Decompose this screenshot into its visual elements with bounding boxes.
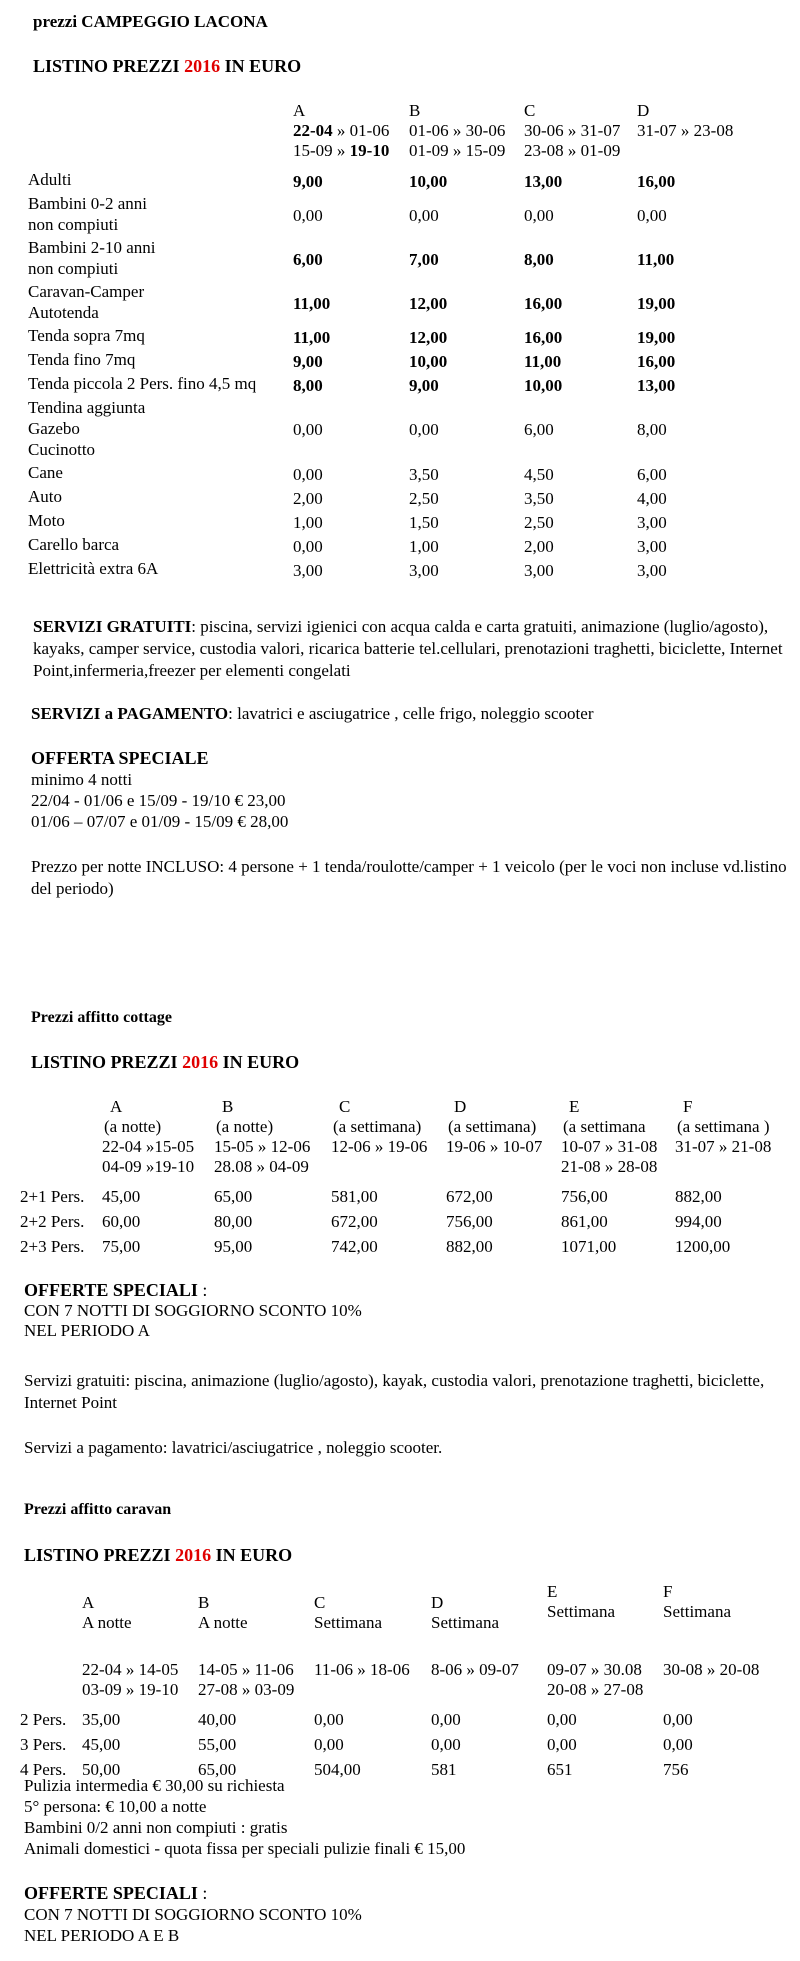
cottage-col-header bbox=[446, 1097, 536, 1137]
camping-row bbox=[28, 558, 768, 582]
cottage-col-dates bbox=[102, 1137, 194, 1177]
col-letter: F bbox=[683, 1097, 693, 1116]
col-sub: (a settimana) bbox=[333, 1117, 422, 1136]
price-cell: 13,00 bbox=[524, 171, 563, 191]
date-text: 15-09 » bbox=[293, 141, 350, 161]
price-cell: 11,00 bbox=[293, 293, 331, 313]
col-letter: F bbox=[663, 1582, 673, 1601]
price-cell: 672,00 bbox=[446, 1187, 493, 1206]
col-letter: A bbox=[82, 1593, 95, 1612]
price-cell: 994,00 bbox=[675, 1212, 722, 1231]
price-cell: 2,00 bbox=[524, 536, 554, 556]
caravan-col-header bbox=[547, 1582, 615, 1622]
cottage-col-dates bbox=[675, 1137, 771, 1177]
price-cell: 11,00 bbox=[637, 249, 675, 269]
row-label: 4 Pers. bbox=[20, 1760, 67, 1779]
price-cell: 3,50 bbox=[409, 464, 439, 484]
offerte-title: OFFERTE SPECIALI bbox=[24, 1280, 198, 1300]
price-cell: 0,00 bbox=[637, 205, 667, 225]
price-cell: 12,00 bbox=[409, 293, 448, 313]
listino-year: 2016 bbox=[175, 1545, 212, 1565]
caravan-offerte bbox=[24, 1883, 362, 1946]
offerte-line: CON 7 NOTTI DI SOGGIORNO SCONTO 10% bbox=[24, 1301, 362, 1321]
camping-row bbox=[28, 397, 768, 462]
price-cell: 0,00 bbox=[293, 464, 323, 484]
price-cell: 16,00 bbox=[524, 327, 563, 347]
row-label: Tenda sopra 7mq bbox=[28, 326, 145, 345]
offerta-line: 01/06 – 07/07 e 01/09 - 15/09 € 28,00 bbox=[31, 812, 289, 831]
price-cell: 65,00 bbox=[214, 1187, 253, 1206]
price-cell: 0,00 bbox=[409, 205, 439, 225]
col-date: 11-06 » 18-06 bbox=[314, 1660, 410, 1679]
price-cell: 9,00 bbox=[293, 171, 323, 191]
caravan-note: Pulizia intermedia € 30,00 su richiesta bbox=[24, 1776, 285, 1795]
price-cell: 95,00 bbox=[214, 1237, 253, 1256]
cottage-offerte bbox=[24, 1280, 362, 1341]
col-letter: C bbox=[339, 1097, 351, 1116]
price-cell: 2,50 bbox=[409, 488, 439, 508]
col-date: 28.08 » 04-09 bbox=[214, 1157, 309, 1176]
date-bold: 19-10 bbox=[349, 141, 390, 161]
caravan-note: Animali domestici - quota fissa per speciali pulizie finali € 15,00 bbox=[24, 1839, 466, 1858]
col-date: 23-08 » 01-09 bbox=[524, 141, 621, 161]
col-date: 22-04 »15-05 bbox=[102, 1137, 195, 1156]
row-label: 2+3 Pers. bbox=[20, 1237, 85, 1256]
price-cell: 3,00 bbox=[637, 512, 667, 532]
col-sub: (a settimana) bbox=[448, 1117, 537, 1136]
price-cell: 40,00 bbox=[198, 1710, 237, 1729]
cottage-col-header bbox=[102, 1097, 161, 1137]
price-cell: 9,00 bbox=[293, 351, 323, 371]
price-cell: 6,00 bbox=[524, 420, 554, 439]
col-date: 01-06 » 30-06 bbox=[409, 121, 506, 141]
col-letter: E bbox=[569, 1097, 580, 1116]
offerta-line: minimo 4 notti bbox=[31, 770, 133, 789]
price-cell: 3,50 bbox=[524, 488, 554, 508]
price-cell: 6,00 bbox=[293, 249, 323, 269]
col-sub: (a notte) bbox=[104, 1117, 162, 1136]
price-cell: 8,00 bbox=[637, 420, 667, 439]
col-letter: D bbox=[637, 101, 650, 120]
row-label: 2+2 Pers. bbox=[20, 1212, 85, 1231]
camping-row bbox=[28, 486, 768, 510]
col-date bbox=[675, 1157, 771, 1177]
price-cell: 1,00 bbox=[293, 512, 323, 532]
price-cell: 6,00 bbox=[637, 464, 667, 484]
listino-text: LISTINO PREZZI bbox=[31, 1052, 183, 1072]
camping-servizi-pagamento bbox=[31, 704, 593, 724]
row-label: Bambini 2-10 anni non compiuti bbox=[28, 238, 156, 278]
camping-servizi-gratuiti bbox=[33, 616, 783, 682]
price-cell: 45,00 bbox=[82, 1735, 121, 1754]
price-cell: 16,00 bbox=[637, 351, 676, 371]
col-sub: (a settimana bbox=[563, 1117, 646, 1136]
col-date: 04-09 »19-10 bbox=[102, 1157, 195, 1176]
price-cell: 3,00 bbox=[637, 536, 667, 556]
cottage-col-header bbox=[675, 1097, 770, 1137]
price-cell: 0,00 bbox=[547, 1710, 577, 1729]
col-date: 27-08 » 03-09 bbox=[198, 1680, 295, 1699]
price-cell: 80,00 bbox=[214, 1212, 253, 1231]
caravan-col-header bbox=[663, 1582, 731, 1622]
price-cell: 19,00 bbox=[637, 327, 676, 347]
price-cell: 581,00 bbox=[331, 1187, 378, 1206]
cottage-col-header bbox=[331, 1097, 421, 1137]
offerte-line: NEL PERIODO A bbox=[24, 1321, 150, 1341]
row-label: Bambini 0-2 anni non compiuti bbox=[28, 194, 147, 234]
price-cell: 75,00 bbox=[102, 1237, 141, 1256]
servizi-pagamento-text: : lavatrici e asciugatrice , celle frigo, noleggio scooter bbox=[228, 704, 594, 723]
camping-offerta-speciale bbox=[31, 748, 288, 832]
row-label: Adulti bbox=[28, 170, 72, 189]
price-cell: 504,00 bbox=[314, 1760, 361, 1779]
price-cell: 2,50 bbox=[524, 512, 554, 532]
cottage-col-dates bbox=[446, 1137, 542, 1177]
price-cell: 756 bbox=[663, 1760, 689, 1779]
price-cell: 1,00 bbox=[409, 536, 439, 556]
col-sub: (a notte) bbox=[216, 1117, 274, 1136]
camping-row bbox=[28, 462, 768, 486]
price-cell: 8,00 bbox=[524, 249, 554, 269]
offerte-colon: : bbox=[197, 1883, 208, 1903]
row-label: Cane bbox=[28, 463, 63, 482]
price-cell: 0,00 bbox=[431, 1735, 461, 1754]
col-date: 09-07 » 30.08 bbox=[547, 1660, 642, 1679]
offerta-title: OFFERTA SPECIALE bbox=[31, 748, 209, 768]
col-date: 30-08 » 20-08 bbox=[663, 1660, 760, 1679]
date-text: » 01-06 bbox=[332, 121, 390, 141]
col-letter: C bbox=[314, 1593, 326, 1612]
row-label: Caravan-Camper Autotenda bbox=[28, 282, 145, 322]
col-sub: (a settimana ) bbox=[677, 1117, 770, 1136]
price-cell: 11,00 bbox=[293, 327, 331, 347]
offerte-line: NEL PERIODO A E B bbox=[24, 1926, 180, 1945]
col-letter: B bbox=[409, 101, 421, 120]
col-date: 01-09 » 15-09 bbox=[409, 141, 506, 161]
price-cell: 882,00 bbox=[675, 1187, 722, 1206]
price-cell: 7,00 bbox=[409, 249, 439, 269]
row-label: 2+1 Pers. bbox=[20, 1187, 85, 1206]
price-cell: 0,00 bbox=[663, 1710, 693, 1729]
col-date bbox=[331, 1157, 427, 1177]
price-cell: 882,00 bbox=[446, 1237, 493, 1256]
price-cell: 0,00 bbox=[663, 1735, 693, 1754]
price-cell: 2,00 bbox=[293, 488, 323, 508]
camping-row bbox=[28, 281, 768, 325]
caravan-col-dates bbox=[82, 1660, 178, 1700]
price-cell: 756,00 bbox=[446, 1212, 493, 1231]
col-letter: B bbox=[198, 1593, 210, 1612]
col-date: 10-07 » 31-08 bbox=[561, 1137, 658, 1156]
price-cell: 581 bbox=[431, 1760, 457, 1779]
col-date: 14-05 » 11-06 bbox=[198, 1660, 294, 1679]
price-cell: 672,00 bbox=[331, 1212, 378, 1231]
listino-year: 2016 bbox=[182, 1052, 219, 1072]
row-label: Tenda piccola 2 Pers. fino 4,5 mq bbox=[28, 374, 257, 393]
caravan-col-header bbox=[82, 1593, 132, 1633]
col-letter: D bbox=[454, 1097, 467, 1116]
col-date: 31-07 » 23-08 bbox=[637, 121, 734, 141]
col-date: 22-04 » 14-05 bbox=[82, 1660, 179, 1679]
offerta-line: 22/04 - 01/06 e 15/09 - 19/10 € 23,00 bbox=[31, 791, 286, 810]
cottage-col-header bbox=[561, 1097, 646, 1137]
col-date: 03-09 » 19-10 bbox=[82, 1680, 179, 1699]
cottage-title: Prezzi affitto cottage bbox=[31, 1009, 172, 1026]
price-cell: 0,00 bbox=[293, 536, 323, 556]
price-cell: 861,00 bbox=[561, 1212, 608, 1231]
cottage-col-dates bbox=[331, 1137, 427, 1177]
col-date bbox=[314, 1680, 410, 1700]
col-date: 20-08 » 27-08 bbox=[547, 1680, 644, 1699]
listino-text: IN EURO bbox=[211, 1545, 293, 1565]
price-cell: 0,00 bbox=[409, 420, 439, 439]
row-label: Tendina aggiunta Gazebo Cucinotto bbox=[28, 398, 146, 459]
col-letter: C bbox=[524, 101, 536, 120]
price-cell: 19,00 bbox=[637, 293, 676, 313]
price-cell: 3,00 bbox=[637, 560, 667, 580]
col-date bbox=[446, 1157, 542, 1177]
camping-row bbox=[28, 373, 768, 397]
cottage-listino-heading bbox=[31, 1052, 299, 1073]
camping-listino-heading bbox=[33, 56, 301, 77]
price-cell: 50,00 bbox=[82, 1760, 121, 1779]
price-cell: 12,00 bbox=[409, 327, 448, 347]
price-cell: 10,00 bbox=[409, 351, 448, 371]
listino-text: LISTINO PREZZI bbox=[24, 1545, 176, 1565]
col-letter: D bbox=[431, 1593, 444, 1612]
offerte-title: OFFERTE SPECIALI bbox=[24, 1883, 198, 1903]
listino-text: LISTINO PREZZI bbox=[33, 56, 185, 76]
camping-col-header-C bbox=[524, 101, 620, 161]
caravan-col-dates bbox=[663, 1660, 759, 1700]
col-date bbox=[663, 1680, 759, 1700]
row-label: 3 Pers. bbox=[20, 1735, 67, 1754]
price-cell: 0,00 bbox=[293, 420, 323, 439]
cottage-col-dates bbox=[561, 1137, 657, 1177]
row-label: 2 Pers. bbox=[20, 1710, 67, 1729]
col-letter: A bbox=[110, 1097, 123, 1116]
date-bold: 22-04 bbox=[293, 121, 333, 141]
col-date bbox=[431, 1680, 519, 1700]
price-cell: 742,00 bbox=[331, 1237, 378, 1256]
col-sub: Settimana bbox=[431, 1613, 499, 1632]
camping-title: prezzi CAMPEGGIO LACONA bbox=[33, 12, 268, 31]
caravan-notes bbox=[24, 1775, 465, 1859]
camping-row bbox=[28, 349, 768, 373]
price-cell: 55,00 bbox=[198, 1735, 237, 1754]
listino-text: IN EURO bbox=[218, 1052, 300, 1072]
price-cell: 16,00 bbox=[637, 171, 676, 191]
camping-row bbox=[28, 534, 768, 558]
price-cell: 9,00 bbox=[409, 375, 439, 395]
caravan-note: 5° persona: € 10,00 a notte bbox=[24, 1797, 207, 1816]
camping-col-header-B bbox=[409, 101, 505, 161]
price-cell: 0,00 bbox=[431, 1710, 461, 1729]
cottage-col-header bbox=[214, 1097, 273, 1137]
price-cell: 3,00 bbox=[524, 560, 554, 580]
price-cell: 651 bbox=[547, 1760, 573, 1779]
col-date: 31-07 » 21-08 bbox=[675, 1137, 772, 1156]
price-cell: 35,00 bbox=[82, 1710, 121, 1729]
camping-row bbox=[28, 325, 768, 349]
price-cell: 13,00 bbox=[637, 375, 676, 395]
caravan-col-dates bbox=[547, 1660, 643, 1700]
price-cell: 65,00 bbox=[198, 1760, 237, 1779]
cottage-col-dates bbox=[214, 1137, 310, 1177]
price-cell: 1,50 bbox=[409, 512, 439, 532]
price-cell: 756,00 bbox=[561, 1187, 608, 1206]
price-cell: 0,00 bbox=[524, 205, 554, 225]
caravan-col-header bbox=[314, 1593, 382, 1633]
col-sub: A notte bbox=[82, 1613, 132, 1632]
servizi-gratuiti-label: SERVIZI GRATUITI bbox=[33, 617, 192, 636]
price-cell: 3,00 bbox=[409, 560, 439, 580]
col-date: 21-08 » 28-08 bbox=[561, 1157, 658, 1176]
col-letter: E bbox=[547, 1582, 558, 1601]
col-letter: B bbox=[222, 1097, 234, 1116]
price-cell: 4,00 bbox=[637, 488, 667, 508]
camping-col-header-A bbox=[293, 101, 389, 161]
col-sub: Settimana bbox=[547, 1602, 615, 1621]
camping-prezzo-note: Prezzo per notte INCLUSO: 4 persone + 1 tenda/roulotte/camper + 1 veicolo (per le voci non incluse vd.listino del periodo) bbox=[31, 857, 787, 898]
price-cell: 10,00 bbox=[409, 171, 448, 191]
col-sub: A notte bbox=[198, 1613, 248, 1632]
col-letter: A bbox=[293, 101, 306, 120]
row-label: Moto bbox=[28, 511, 65, 530]
price-cell: 60,00 bbox=[102, 1212, 141, 1231]
camping-col-header-D bbox=[637, 101, 733, 141]
price-cell: 4,50 bbox=[524, 464, 554, 484]
price-cell: 0,00 bbox=[314, 1735, 344, 1754]
col-date: 30-06 » 31-07 bbox=[524, 121, 621, 141]
col-sub: Settimana bbox=[314, 1613, 382, 1632]
price-cell: 45,00 bbox=[102, 1187, 141, 1206]
row-label: Carello barca bbox=[28, 535, 120, 554]
price-cell: 0,00 bbox=[547, 1735, 577, 1754]
row-label: Elettricità extra 6A bbox=[28, 559, 159, 578]
price-cell: 11,00 bbox=[524, 351, 562, 371]
row-label: Tenda fino 7mq bbox=[28, 350, 136, 369]
caravan-note: Bambini 0/2 anni non compiuti : gratis bbox=[24, 1818, 288, 1837]
col-date: 15-05 » 12-06 bbox=[214, 1137, 311, 1156]
price-cell: 3,00 bbox=[293, 560, 323, 580]
servizi-pagamento-label: SERVIZI a PAGAMENTO bbox=[31, 704, 229, 723]
listino-text: IN EURO bbox=[220, 56, 302, 76]
price-cell: 0,00 bbox=[293, 205, 323, 225]
listino-year: 2016 bbox=[184, 56, 221, 76]
col-sub: Settimana bbox=[663, 1602, 731, 1621]
servizi-gratuiti-text: : piscina, servizi igienici con acqua calda e carta gratuiti, animazione (luglio/agosto), kayaks, camper service, custodia valori, ricarica batterie tel.cellulari, prenotazioni traghetti, biciclette, Internet Point,infermeria,freezer per elementi congelati bbox=[33, 617, 783, 680]
camping-row bbox=[28, 510, 768, 534]
caravan-col-dates bbox=[431, 1660, 519, 1700]
col-date: 19-06 » 10-07 bbox=[446, 1137, 543, 1156]
caravan-title: Prezzi affitto caravan bbox=[24, 1501, 172, 1518]
price-cell: 10,00 bbox=[524, 375, 563, 395]
caravan-col-header bbox=[198, 1593, 248, 1633]
cottage-servizi-gratuiti: Servizi gratuiti: piscina, animazione (luglio/agosto), kayak, custodia valori, prenotazione traghetti, biciclette, Internet Point bbox=[24, 1371, 765, 1412]
camping-row bbox=[28, 169, 768, 193]
caravan-col-dates bbox=[198, 1660, 294, 1700]
price-cell: 1071,00 bbox=[561, 1237, 617, 1256]
price-cell: 8,00 bbox=[293, 375, 323, 395]
caravan-col-header bbox=[431, 1593, 499, 1633]
cottage-servizi-pagamento: Servizi a pagamento: lavatrici/asciugatrice , noleggio scooter. bbox=[24, 1438, 443, 1457]
col-date: 8-06 » 09-07 bbox=[431, 1660, 519, 1679]
offerte-line: CON 7 NOTTI DI SOGGIORNO SCONTO 10% bbox=[24, 1905, 362, 1924]
row-label: Auto bbox=[28, 487, 62, 506]
col-date: 12-06 » 19-06 bbox=[331, 1137, 428, 1156]
price-cell: 1200,00 bbox=[675, 1237, 731, 1256]
camping-row bbox=[28, 193, 768, 237]
caravan-col-dates bbox=[314, 1660, 410, 1700]
caravan-listino-heading bbox=[24, 1545, 292, 1566]
camping-row bbox=[28, 237, 768, 281]
price-cell: 16,00 bbox=[524, 293, 563, 313]
offerte-colon: : bbox=[197, 1280, 208, 1300]
price-cell: 0,00 bbox=[314, 1710, 344, 1729]
